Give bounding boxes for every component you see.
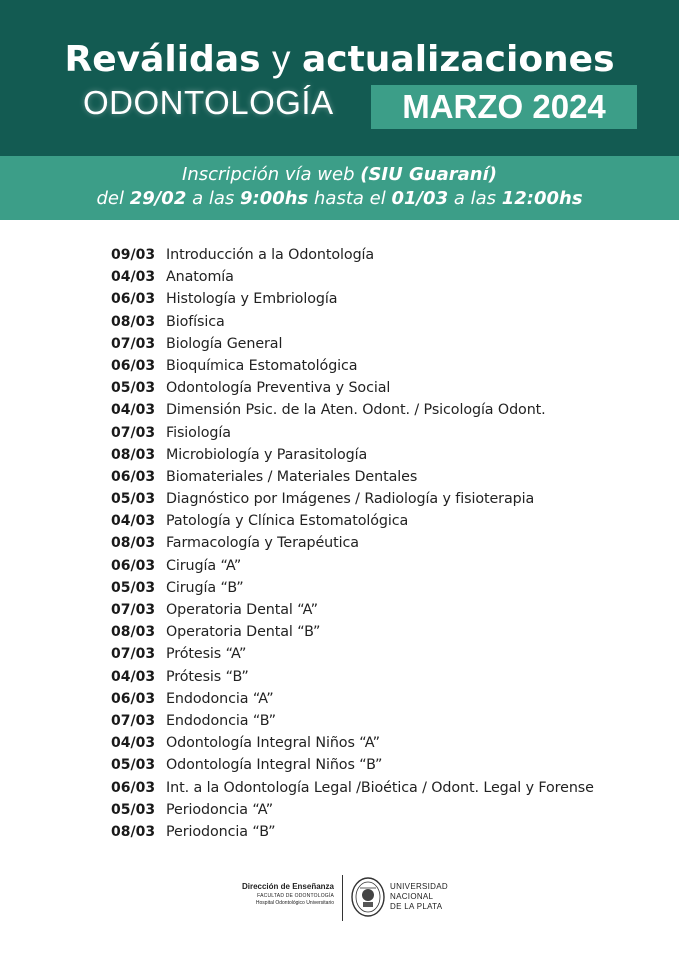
course-date: 07/03 — [111, 424, 156, 441]
course-subject: Int. a la Odontología Legal /Bioética / Odont. Legal y Forense — [166, 779, 594, 796]
course-row — [111, 732, 594, 754]
course-subject: Odontología Preventiva y Social — [166, 380, 391, 397]
course-subject: Endodoncia “B” — [166, 712, 276, 729]
course-date: 05/03 — [111, 757, 156, 774]
course-date: 06/03 — [111, 291, 156, 308]
course-subject: Cirugía “A” — [166, 557, 242, 574]
course-subject: Anatomía — [166, 269, 234, 286]
course-subject: Fisiología — [166, 424, 231, 441]
footer — [0, 872, 679, 932]
course-date: 07/03 — [111, 335, 156, 352]
course-subject: Operatoria Dental “A” — [166, 602, 318, 618]
course-row — [111, 754, 594, 776]
course-subject: Histología y Embriología — [166, 291, 338, 308]
header-banner — [0, 0, 679, 156]
course-date: 06/03 — [111, 468, 156, 485]
course-subject: Endodoncia “A” — [166, 690, 274, 707]
course-row — [111, 510, 594, 532]
course-date: 07/03 — [111, 602, 156, 618]
course-row — [111, 532, 594, 554]
unlp-line-1: UNIVERSIDAD — [390, 882, 448, 891]
reg-start-date: 29/02 — [129, 188, 187, 209]
course-row — [111, 244, 594, 266]
course-row — [111, 355, 594, 377]
course-row — [111, 466, 594, 488]
footer-hospital: Hospital Odontológico Universitario — [255, 900, 334, 906]
course-subject: Biología General — [166, 335, 283, 352]
course-date: 08/03 — [111, 823, 156, 840]
course-subject: Biofísica — [166, 313, 225, 330]
course-date: 06/03 — [111, 690, 156, 707]
footer-unlp — [390, 882, 448, 912]
course-subject: Odontología Integral Niños “A” — [166, 735, 380, 752]
registration-line-1 — [0, 164, 679, 185]
course-subject: Periodoncia “A” — [166, 801, 274, 818]
subtitle-date: MARZO 2024 — [402, 88, 606, 125]
course-row — [111, 488, 594, 510]
course-subject: Cirugía “B” — [166, 579, 244, 596]
registration-line-2 — [0, 188, 679, 209]
reg-end-time: 12:00hs — [501, 188, 583, 209]
course-date: 04/03 — [111, 513, 156, 530]
course-date: 04/03 — [111, 269, 156, 286]
course-subject: Dimensión Psic. de la Aten. Odont. / Psicología Odont. — [166, 402, 546, 419]
course-row — [111, 799, 594, 821]
registration-band — [0, 156, 679, 220]
course-subject: Odontología Integral Niños “B” — [166, 757, 383, 774]
footer-divider — [342, 875, 343, 921]
course-row — [111, 288, 594, 310]
course-date: 08/03 — [111, 313, 156, 330]
course-row — [111, 688, 594, 710]
course-row — [111, 377, 594, 399]
course-row — [111, 422, 594, 444]
course-date: 06/03 — [111, 357, 156, 374]
reg-text-hasta: hasta el — [308, 188, 392, 209]
course-date: 05/03 — [111, 491, 156, 508]
course-row — [111, 399, 594, 421]
course-subject: Diagnóstico por Imágenes / Radiología y fisioterapia — [166, 491, 535, 508]
course-row — [111, 444, 594, 466]
reg-text-a-las-2: a las — [448, 188, 502, 209]
course-row — [111, 621, 594, 643]
subtitle-odontologia: ODONTOLOGÍA — [83, 84, 334, 121]
course-date: 05/03 — [111, 380, 156, 397]
course-date: 08/03 — [111, 624, 156, 641]
footer-facultad: FACULTAD DE ODONTOLOGÍA — [257, 893, 334, 899]
course-subject: Prótesis “B” — [166, 668, 249, 685]
course-row — [111, 666, 594, 688]
course-subject: Periodoncia “B” — [166, 823, 276, 840]
course-row — [111, 821, 594, 843]
course-date: 07/03 — [111, 646, 156, 663]
course-date: 04/03 — [111, 668, 156, 685]
registration-web-text: Inscripción vía web — [182, 164, 361, 185]
reg-start-time: 9:00hs — [239, 188, 309, 209]
course-row — [111, 333, 594, 355]
course-row — [111, 777, 594, 799]
course-date: 05/03 — [111, 801, 156, 818]
course-date: 04/03 — [111, 735, 156, 752]
reg-text-del: del — [96, 188, 130, 209]
course-row — [111, 555, 594, 577]
title-word-y: y — [272, 38, 291, 79]
course-row — [111, 577, 594, 599]
course-date: 06/03 — [111, 779, 156, 796]
footer-direccion-title: Dirección de Enseñanza — [241, 882, 334, 891]
course-subject: Operatoria Dental “B” — [166, 624, 321, 641]
course-subject: Introducción a la Odontología — [166, 247, 375, 263]
course-date: 08/03 — [111, 446, 156, 463]
course-subject: Patología y Clínica Estomatológica — [166, 513, 409, 530]
unlp-line-3: DE LA PLATA — [390, 902, 443, 911]
reg-text-a-las-1: a las — [186, 188, 240, 209]
course-subject: Biomateriales / Materiales Dentales — [166, 468, 418, 485]
course-row — [111, 266, 594, 288]
course-date: 09/03 — [111, 247, 156, 263]
course-row — [111, 643, 594, 665]
course-row — [111, 311, 594, 333]
course-date: 07/03 — [111, 712, 156, 729]
course-schedule-list — [111, 244, 594, 843]
footer-direccion — [200, 882, 334, 906]
course-subject: Farmacología y Terapéutica — [166, 535, 359, 552]
course-date: 08/03 — [111, 535, 156, 552]
unlp-seal-icon — [351, 876, 385, 918]
course-row — [111, 710, 594, 732]
title-word-revalidas: Reválidas — [64, 39, 261, 80]
registration-system: (SIU Guaraní) — [360, 164, 497, 185]
course-subject: Microbiología y Parasitología — [166, 446, 368, 463]
course-subject: Prótesis “A” — [166, 646, 247, 663]
course-date: 05/03 — [111, 579, 156, 596]
course-date: 04/03 — [111, 402, 156, 419]
title-word-actualizaciones: actualizaciones — [301, 39, 615, 80]
reg-end-date: 01/03 — [391, 188, 449, 209]
page-title — [0, 38, 679, 80]
course-subject: Bioquímica Estomatológica — [166, 357, 358, 374]
unlp-line-2: NACIONAL — [390, 892, 434, 901]
course-date: 06/03 — [111, 557, 156, 574]
course-row — [111, 599, 594, 621]
